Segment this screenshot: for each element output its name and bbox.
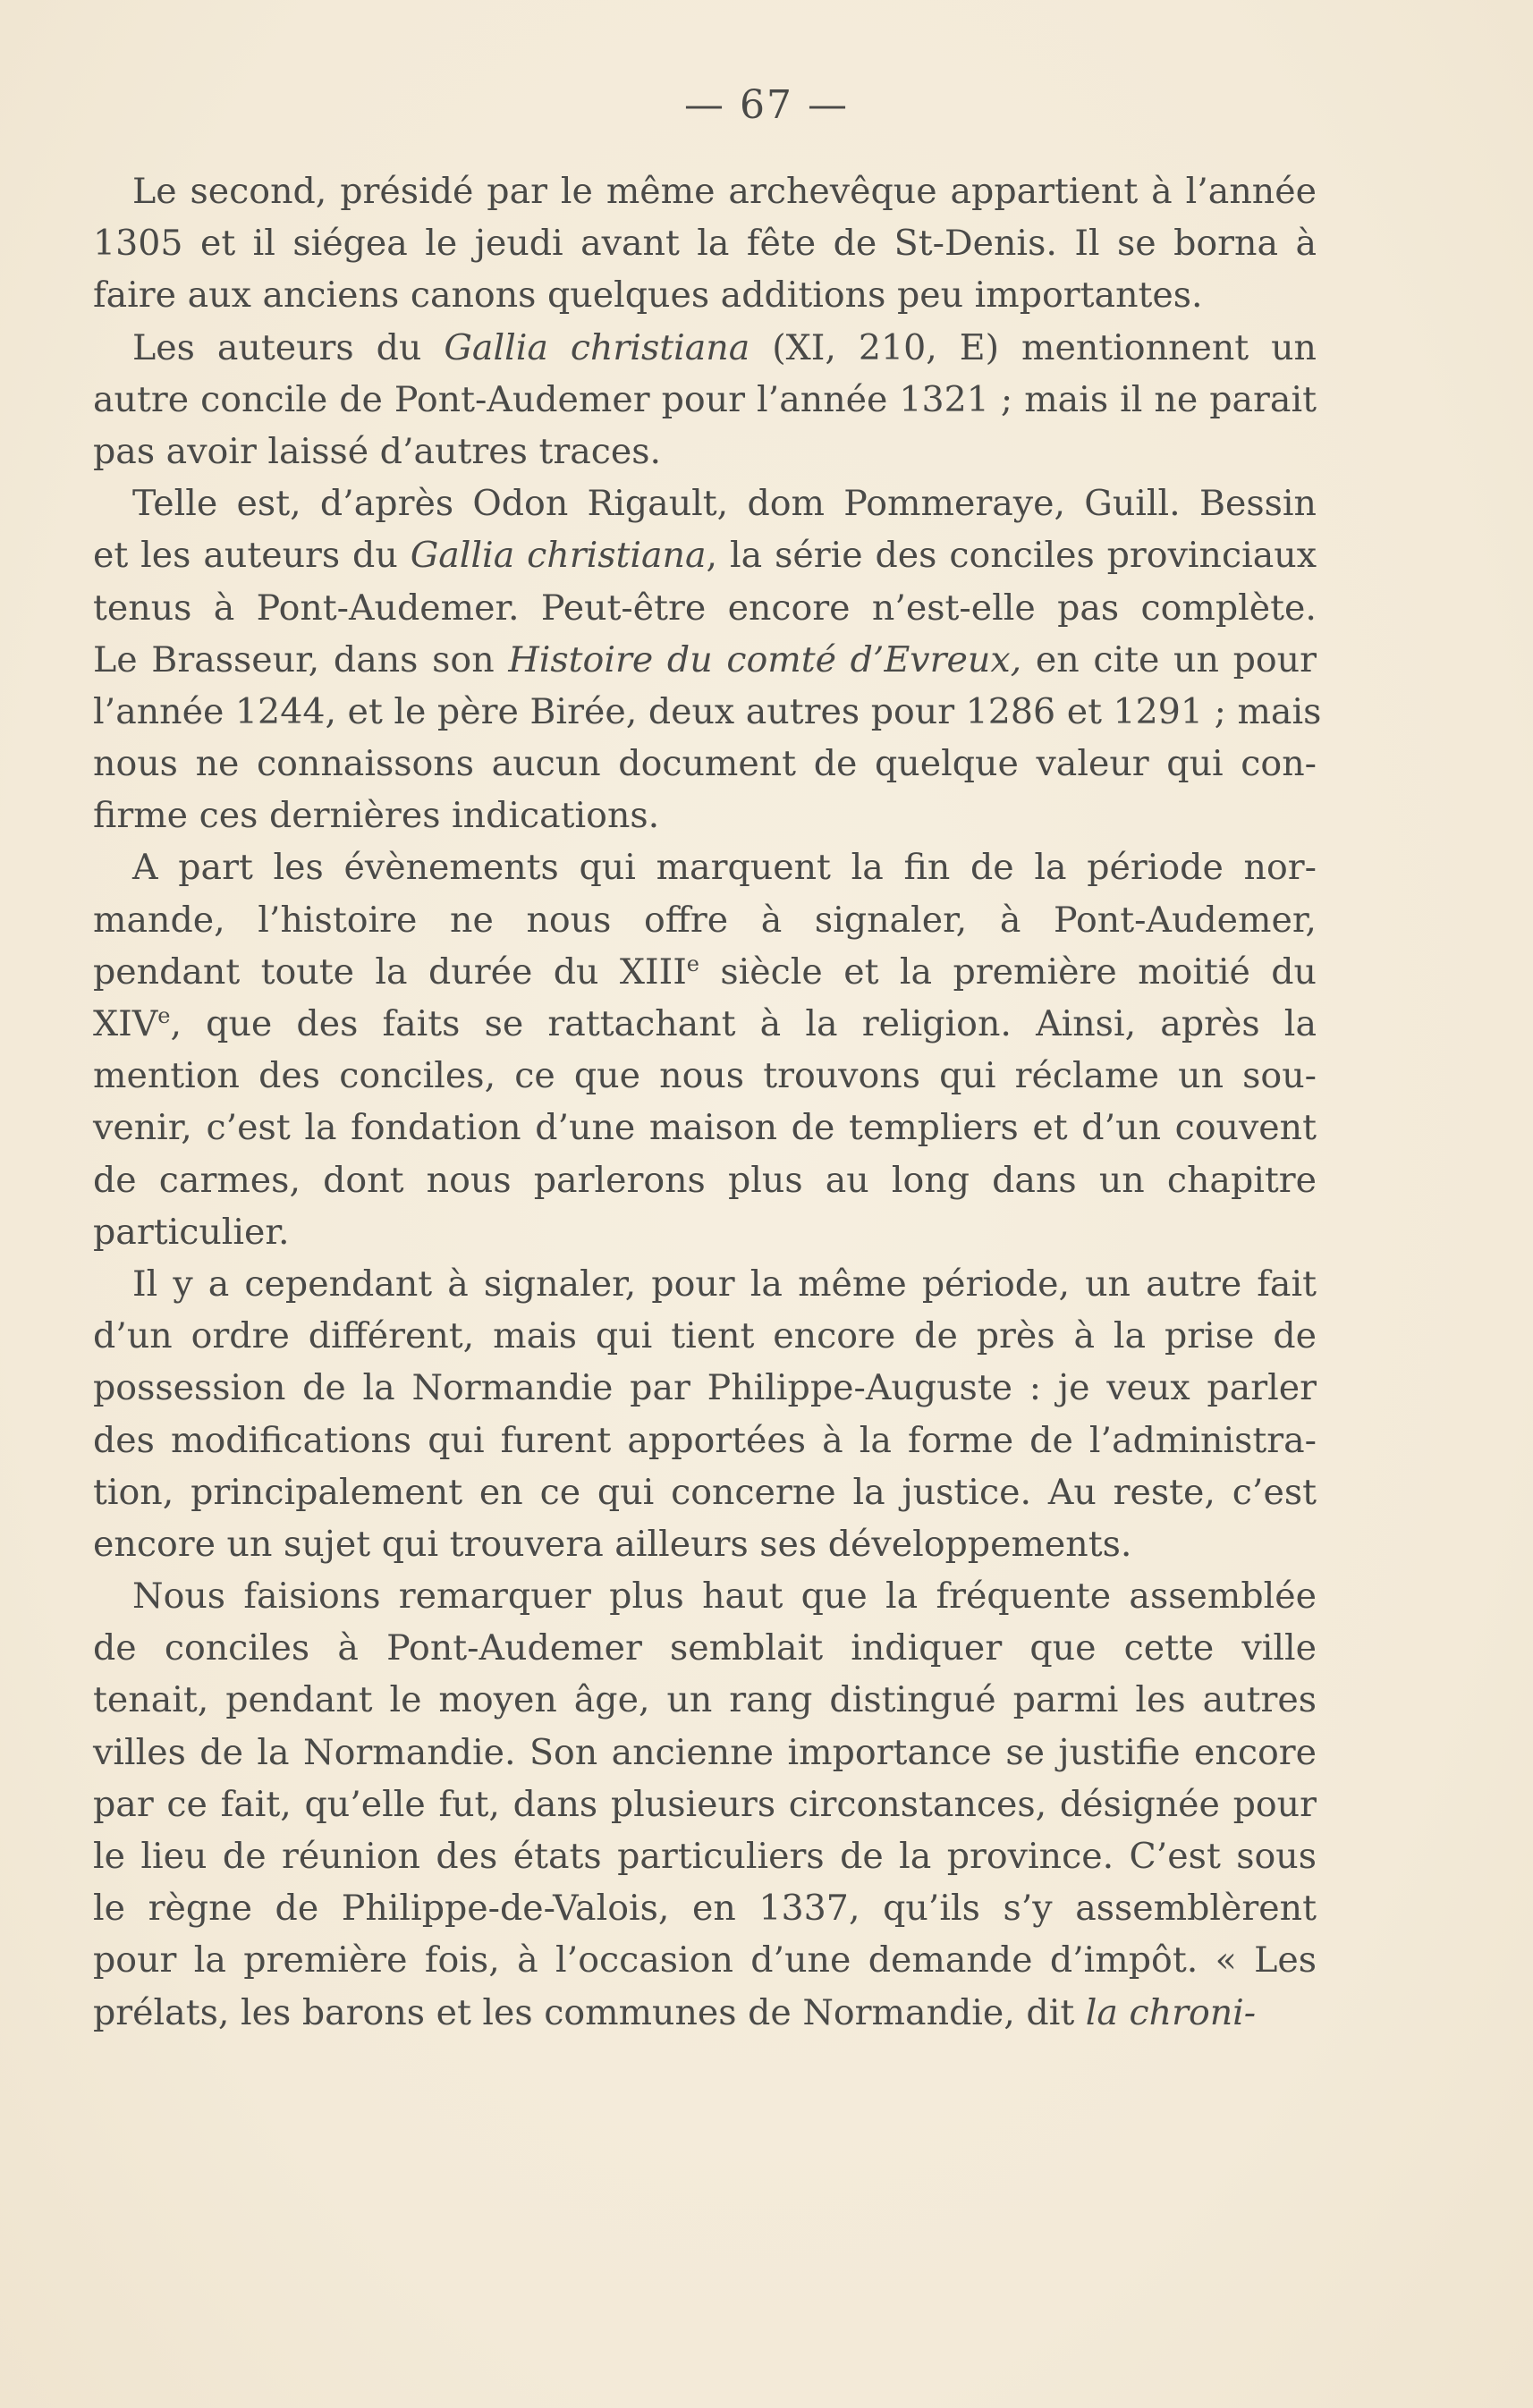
text-line: par ce fait, qu’elle fut, dans plusieurs circonstances, désignée pour [93,1783,1317,1825]
text-line: pendant toute la durée du XIIIe siècle et la première moitié du [93,951,1317,993]
paragraph [93,322,1317,478]
text-line: de carmes, dont nous parlerons plus au long dans un chapitre [93,1159,1317,1201]
text-line: Les auteurs du Gallia christiana (XI, 210, E) mentionnent un [132,326,1317,368]
text-line: et les auteurs du Gallia christiana, la série des conciles provinciaux [93,535,1317,577]
text-line: particulier. [93,1211,290,1253]
text-line: villes de la Normandie. Son ancienne importance se justifie encore [93,1731,1317,1773]
text-line: l’année 1244, et le père Birée, deux autres pour 1286 et 1291 ; mais [93,690,1322,732]
text-line: pas avoir laissé d’autres traces. [93,430,662,472]
text-line: XIVe, que des faits se rattachant à la religion. Ainsi, après la [93,1003,1317,1044]
text-line: le lieu de réunion des états particuliers de la province. C’est sous [93,1836,1317,1877]
superscript: e [157,1003,171,1028]
italic-title: Histoire du comté d’Evreux, [508,638,1022,680]
text-line: Le Brasseur, dans son Histoire du comté d’Evreux, en cite un pour [93,638,1317,680]
paragraph [93,841,1317,1258]
text-line: venir, c’est la fondation d’une maison de templiers et d’un couvent [93,1107,1317,1149]
page-number: — 67 — [684,82,849,128]
italic-title: Gallia christiana [444,326,750,368]
text-line: tion, principalement en ce qui concerne la justice. Au reste, c’est [93,1471,1317,1513]
text-line: d’un ordre différent, mais qui tient encore de près à la prise de [93,1315,1317,1357]
text-line: nous ne connaissons aucun document de quelque valeur qui con- [93,743,1317,785]
text-line: le règne de Philippe-de-Valois, en 1337, qu’ils s’y assemblèrent [93,1888,1317,1930]
paragraph [93,1570,1317,2039]
italic-title: la chroni- [1085,1991,1257,2033]
italic-title: Gallia christiana [410,535,707,577]
text-line: tenus à Pont-Audemer. Peut-être encore n’est-elle pas complète. [93,587,1317,629]
text-line: des modifications qui furent apportées à la forme de l’administra- [93,1419,1317,1461]
text-line: Nous faisions remarquer plus haut que la fréquente assemblée [132,1576,1317,1618]
paragraph [93,477,1322,841]
paragraph [93,165,1317,322]
text-line: firme ces dernières indications. [93,795,660,837]
text-line: encore un sujet qui trouvera ailleurs ses développements. [93,1523,1132,1565]
text-line: Il y a cependant à signaler, pour la même période, un autre fait [132,1263,1317,1305]
text-line: autre concile de Pont-Audemer pour l’année 1321 ; mais il ne parait [93,378,1317,420]
text-line: faire aux anciens canons quelques additions peu importantes. [93,275,1203,317]
text-line: Telle est, d’après Odon Rigault, dom Pommeraye, Guill. Bessin [132,483,1317,525]
text-line: 1305 et il siégea le jeudi avant la fête de St-Denis. Il se borna à [93,223,1317,265]
text-line: pour la première fois, à l’occasion d’une demande d’impôt. « Les [93,1939,1317,1981]
text-line: tenait, pendant le moyen âge, un rang distingué parmi les autres [93,1679,1317,1721]
text-line: mention des conciles, ce que nous trouvons qui réclame un sou- [93,1055,1317,1097]
body-text [93,165,1322,2039]
text-line: A part les évènements qui marquent la fin de la période nor- [132,847,1317,889]
text-line: possession de la Normandie par Philippe-Auguste : je veux parler [93,1367,1317,1409]
superscript: e [686,951,699,976]
text-line: de conciles à Pont-Audemer semblait indiquer que cette ville [93,1627,1317,1669]
text-line: prélats, les barons et les communes de Normandie, dit la chroni- [93,1991,1257,2033]
paragraph [93,1258,1317,1570]
text-line: mande, l’histoire ne nous offre à signaler, à Pont-Audemer, [93,899,1317,941]
text-line: Le second, présidé par le même archevêque appartient à l’année [132,171,1317,212]
